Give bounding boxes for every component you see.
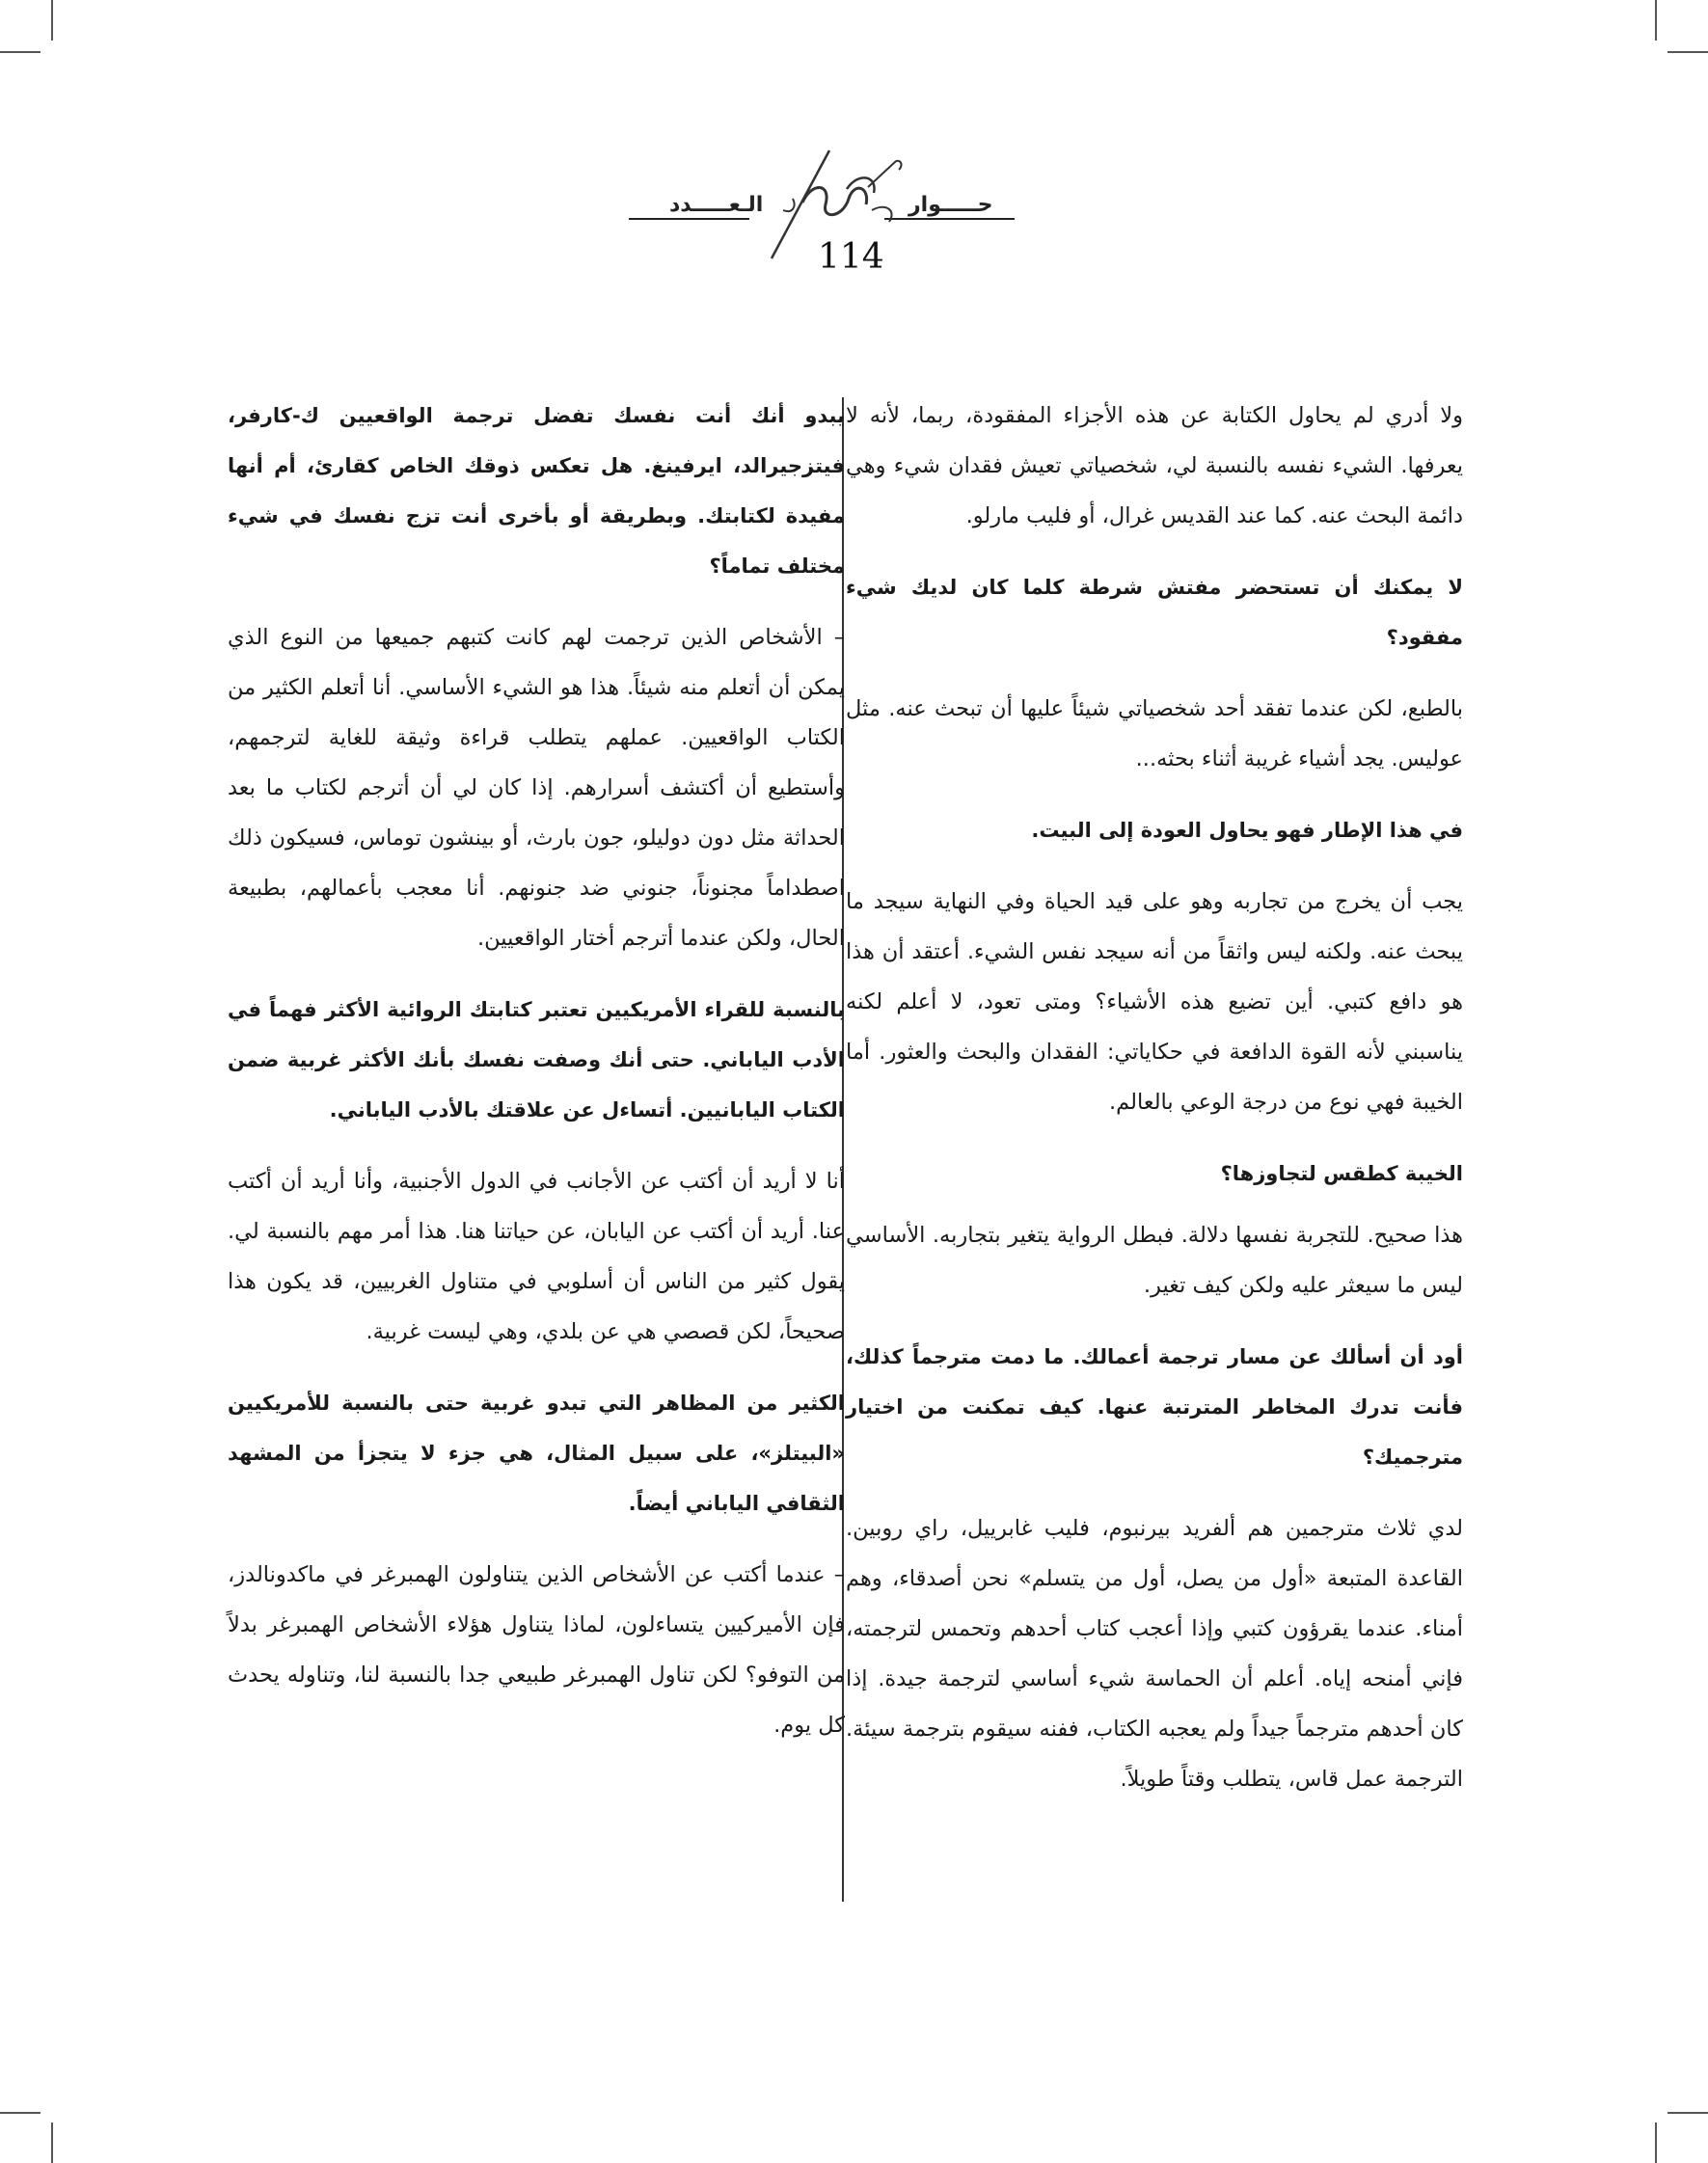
answer-paragraph: – عندما أكتب عن الأشخاص الذين يتناولون الهمبرغر في ماكدونالدز، فإن الأميركيين يتساءلون، لماذا يتناول هؤلاء الأشخاص الهمبرغر بدلاً من التوفو؟ لكن تناول الهمبرغر طبيعي جدا بالنسبة لنا، وتناوله يحدث كل يوم. xyxy=(228,1562,845,1738)
answer-paragraph: بالطبع، لكن عندما تفقد أحد شخصياتي شيئاً عليها أن تبحث عنه. مثل عوليس. يجد أشياء غريبة أثناء بحثه... xyxy=(846,696,1463,771)
page-header xyxy=(629,189,1015,314)
answer-paragraph: يجب أن يخرج من تجاربه وهو على قيد الحياة وفي النهاية سيجد ما يبحث عنه. ولكنه ليس واثقاً من أنه سيجد نفس الشيء. أعتقد أن هذا هو دافع كتبي. أين تضيع هذه الأشياء؟ ومتى تعود، لا أعلم لكنه يناسبني لأنه القوة الدافعة في حكاياتي: الفقدان والبحث والعثور. أما الخيبة فهي نوع من درجة الوعي بالعالم. xyxy=(846,889,1463,1115)
interview-question: الخيبة كطقس لتجاوزها؟ xyxy=(1220,1162,1463,1185)
header-title-right: حـــــوار xyxy=(908,193,993,217)
crop-mark xyxy=(0,2112,41,2114)
answer-paragraph: – الأشخاص الذين ترجمت لهم كانت كتبهم جميعها من النوع الذي يمكن أن أتعلم منه شيئاً. هذا هو الشيء الأساسي. أنا أتعلم الكثير من الكتاب الواقعيين. عملهم يتطلب قراءة وثيقة للغاية لترجمهم، وأستطيع أن أكتشف أسرارهم. إذا كان لي أن أترجم لكتاب ما بعد الحداثة مثل دون دوليلو، جون بارث، أو بينشون توماس، فسيكون ذلك اصطداماً مجنوناً، جنوني ضد جنونهم. أنا معجب بأعمالهم، بطبيعة الحال، ولكن عندما أترجم أختار الواقعيين. xyxy=(228,625,845,951)
interview-question: أود أن أسألك عن مسار ترجمة أعمالك. ما دمت مترجماً كذلك، فأنت تدرك المخاطر المترتبة عنها. كيف تمكنت من اختيار مترجميك؟ xyxy=(846,1345,1463,1469)
article-column-right xyxy=(846,391,1463,1825)
header-title-left: الـعـــــدد xyxy=(669,193,764,217)
crop-mark xyxy=(1667,51,1708,53)
crop-mark xyxy=(51,2122,53,2163)
interview-question: لا يمكنك أن تستحضر مفتش شرطة كلما كان لديك شيء مفقود؟ xyxy=(846,576,1463,649)
article-column-left xyxy=(228,391,845,1771)
answer-paragraph: هذا صحيح. للتجربة نفسها دلالة. فبطل الرواية يتغير بتجاربه. الأساسي ليس ما سيعثر عليه ولكن كيف تغير. xyxy=(846,1223,1463,1298)
crop-mark xyxy=(1655,2122,1657,2163)
header-rule-left xyxy=(629,218,749,220)
interview-question: بالنسبة للقراء الأمريكيين تعتبر كتابتك الروائية الأكثر فهماً في الأدب الياباني. حتى أنك وصفت نفسك بأنك الأكثر غربية ضمن الكتاب اليابانيين. أتساءل عن علاقتك بالأدب الياباني. xyxy=(228,998,845,1122)
interview-question: يبدو أنك أنت نفسك تفضل ترجمة الواقعيين ك-كارفر، فيتزجيرالد، ايرفينغ. هل تعكس ذوقك الخاص كقارئ، أم أنها مفيدة لكتابتك. وبطريقة أو بأخرى أنت تزج نفسك في شيء مختلف تماماً؟ xyxy=(228,404,845,578)
answer-paragraph: لدي ثلاث مترجمين هم ألفريد بيرنبوم، فليب غابرييل، راي روبين. القاعدة المتبعة «أول من يصل، أول من يتسلم» نحن أصدقاء، وهم أمناء. عندما يقرؤون كتبي وإذا أعجب كتاب أحدهم وتحمس لترجمته، فإني أمنحه إياه. أعلم أن الحماسة شيء أساسي لترجمة جيدة. إذا كان أحدهم مترجماً جيداً ولم يعجبه الكتاب، ففنه سيقوم بترجمة سيئة. الترجمة عمل قاس، يتطلب وقتاً طويلاً. xyxy=(846,1516,1463,1792)
crop-mark xyxy=(1655,0,1657,41)
page-number: 114 xyxy=(818,237,884,277)
crop-mark xyxy=(1667,2112,1708,2114)
crop-mark xyxy=(0,51,41,53)
answer-paragraph: أنا لا أريد أن أكتب عن الأجانب في الدول الأجنبية، وأنا أريد أن أكتب عنا. أريد أن أكتب عن اليابان، عن حياتنا هنا. هذا أمر مهم بالنسبة لي. يقول كثير من الناس أن أسلوبي في متناول الغربيين، قد يكون هذا صحيحاً، لكن قصصي هي عن بلدي، وهي ليست غربية. xyxy=(228,1169,845,1344)
crop-mark xyxy=(51,0,53,41)
answer-paragraph: ولا أدري لم يحاول الكتابة عن هذه الأجزاء المفقودة، ربما، لأنه لا يعرفها. الشيء نفسه بالنسبة لي، شخصياتي تعيش فقدان شيء وهي دائمة البحث عنه. كما عند القديس غرال، أو فليب مارلو. xyxy=(846,403,1463,528)
interview-question: في هذا الإطار فهو يحاول العودة إلى البيت. xyxy=(1031,819,1463,842)
interview-question: الكثير من المظاهر التي تبدو غربية حتى بالنسبة للأمريكيين «البيتلز»، على سبيل المثال، هي جزء لا يتجزأ من المشهد الثقافي الياباني أيضاً. xyxy=(228,1392,845,1515)
